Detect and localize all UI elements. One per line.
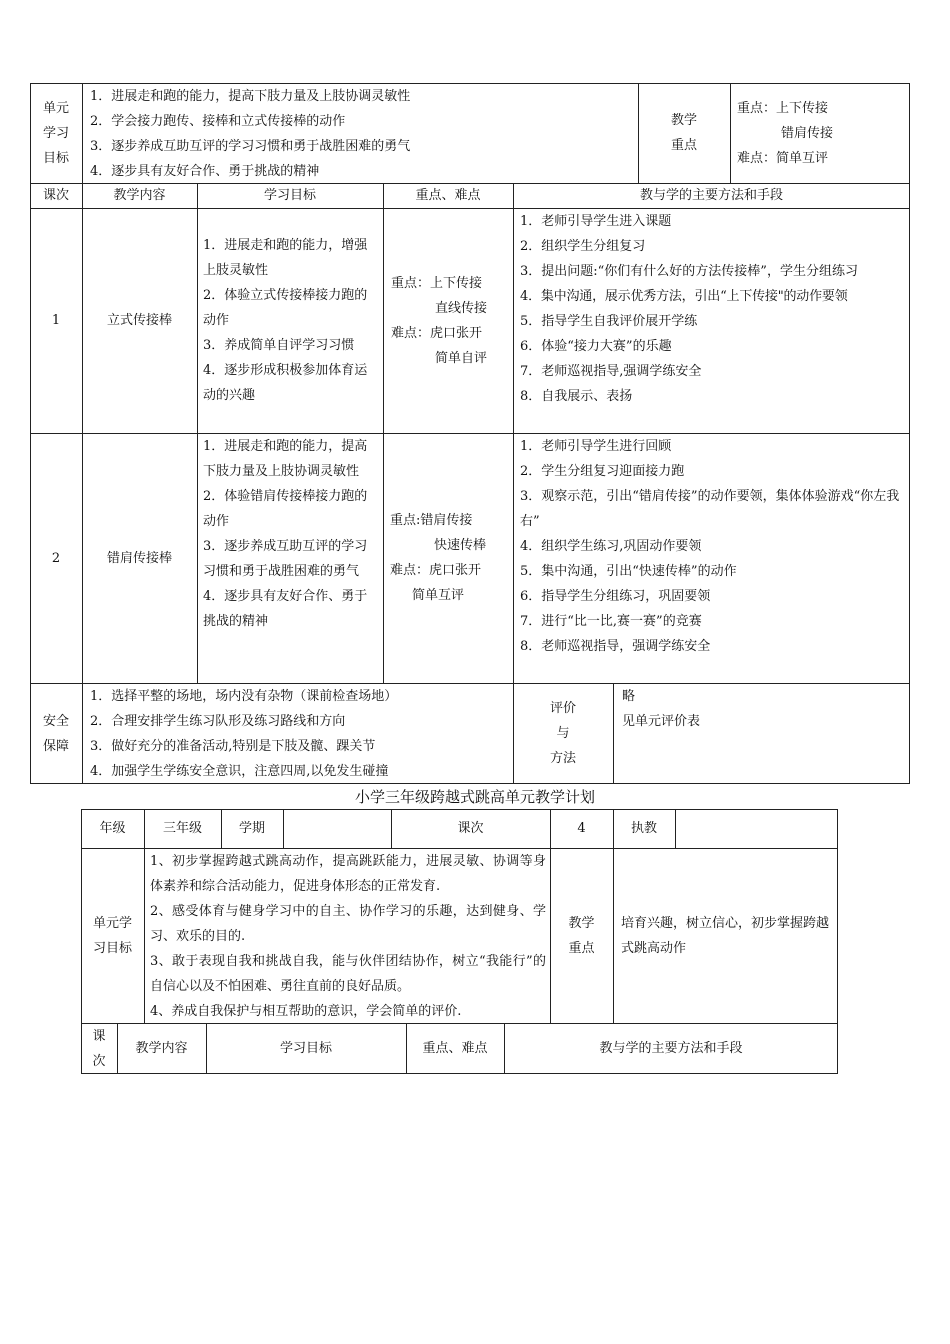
lesson-1-keypoints — [391, 208, 511, 433]
header-key-points-2: 重点、难点 — [422, 1041, 488, 1056]
lesson-2-methods — [520, 434, 905, 659]
header-lesson-number-2: 课 次 — [92, 1028, 106, 1069]
method-item: 5．指导学生自我评价展开学练 — [520, 314, 698, 329]
teacher-value — [675, 809, 838, 848]
focus-line: 重点：上下传接 — [737, 101, 829, 116]
teaching-focus-label: 教学 重点 — [670, 113, 697, 153]
lesson-1-goals — [203, 208, 379, 433]
goal-item: 3．养成简单自评学习习惯 — [203, 338, 355, 353]
header-methods: 教与学的主要方法和手段 — [639, 188, 783, 203]
unit-goal-label-2: 单元学 习目标 — [92, 915, 132, 956]
method-item: 4．集中沟通，展示优秀方法，引出“上下传接"的动作要领 — [520, 289, 848, 304]
unit-goals-list-2 — [150, 849, 546, 1024]
evaluation-line: 见单元评价表 — [622, 714, 701, 729]
safety-item: 1．选择平整的场地，场内没有杂物（课前检查场地） — [90, 689, 398, 704]
unit-goal-item: 2、感受体育与健身学习中的自主、协作学习的乐趣，达到健身、学习、欢乐的目的. — [150, 904, 546, 944]
header-key-points: 重点、难点 — [415, 188, 481, 203]
keypoint-line: 难点：虎口张开 — [390, 563, 482, 578]
method-item: 7．进行“比一比,赛一赛”的竞赛 — [520, 614, 702, 629]
unit-goal-item: 3．逐步养成互助互评的学习习惯和勇于战胜困难的勇气 — [90, 139, 411, 154]
method-item: 7．老师巡视指导,强调学练安全 — [520, 364, 702, 379]
method-item: 5．集中沟通，引出“快速传棒”的动作 — [520, 564, 737, 579]
lesson-1-methods — [520, 209, 905, 409]
evaluation-label: 评价 与 方法 — [549, 701, 576, 766]
unit-goal-item: 3、敢于表现自我和挑战自我，能与伙伴团结协作，树立“我能行”的自信心以及不怕困难、勇往直前的良好品质。 — [150, 954, 546, 994]
teaching-focus-text — [737, 96, 907, 171]
method-item: 8．自我展示、表扬 — [520, 389, 633, 404]
method-item: 2．组织学生分组复习 — [520, 239, 646, 254]
unit-goal-label: 单元 学习 目标 — [42, 100, 69, 166]
unit-goal-item: 1、初步掌握跨越式跳高动作，提高跳跃能力，进展灵敏、协调等身体素养和综合活动能力，促进身体形态的正常发育. — [150, 854, 546, 894]
safety-label: 安全 保障 — [42, 713, 69, 754]
safety-item: 3．做好充分的准备活动,特别是下肢及髋、踝关节 — [90, 739, 376, 754]
grade-label: 年级 — [99, 821, 126, 836]
teaching-focus-text-2 — [621, 848, 833, 1023]
lesson-1-number: 1 — [51, 313, 61, 328]
method-item: 8．老师巡视指导，强调学练安全 — [520, 639, 711, 654]
keypoint-line: 重点:错肩传接 — [390, 513, 473, 528]
grade-value: 三年级 — [162, 821, 202, 836]
term-value — [283, 809, 391, 848]
lesson-2-goals — [203, 434, 379, 634]
unit-goal-item: 4、养成自我保护与相互帮助的意识，学会简单的评价. — [150, 1004, 462, 1019]
method-item: 2．学生分组复习迎面接力跑 — [520, 464, 685, 479]
evaluation-text — [622, 684, 902, 734]
plan-title: 小学三年级跨越式跳高单元教学计划 — [354, 788, 595, 806]
keypoint-line: 直线传接 — [435, 300, 488, 316]
header-learning-goals-2: 学习目标 — [279, 1041, 332, 1056]
evaluation-line: 略 — [622, 689, 636, 704]
lesson-2-number: 2 — [51, 550, 61, 566]
keypoint-line: 简单互评 — [412, 588, 465, 603]
lesson-2-content: 错肩传接棒 — [106, 550, 172, 566]
keypoint-line: 重点：上下传接 — [391, 275, 483, 291]
goal-item: 3．逐步养成互助互评的学习习惯和勇于战胜困难的勇气 — [203, 539, 368, 579]
unit-goal-item: 4．逐步具有友好合作、勇于挑战的精神 — [90, 164, 320, 179]
unit-goals-list — [90, 84, 635, 184]
header-teaching-content: 教学内容 — [113, 188, 166, 203]
header-methods-2: 教与学的主要方法和手段 — [599, 1041, 743, 1056]
method-item: 3．提出问题:“你们有什么好的方法传接棒”，学生分组练习 — [520, 264, 858, 279]
unit-goal-item: 2．学会接力跑传、接棒和立式传接棒的动作 — [90, 114, 346, 129]
safety-item: 2．合理安排学生练习队形及练习路线和方向 — [90, 714, 346, 729]
method-item: 3．观察示范，引出“错肩传接”的动作要领，集体体验游戏“你左我右” — [520, 489, 900, 529]
focus-line: 难点：简单互评 — [737, 151, 829, 166]
header-teaching-content-2: 教学内容 — [135, 1041, 188, 1056]
goal-item: 2．体验立式传接棒接力跑的动作 — [203, 288, 368, 328]
safety-list — [90, 684, 510, 784]
method-item: 1．老师引导学生进行回顾 — [520, 439, 672, 454]
lesson-count-value: 4 — [577, 821, 586, 836]
method-item: 1．老师引导学生进入课题 — [520, 214, 672, 229]
unit-goal-item: 1．进展走和跑的能力，提高下肢力量及上肢协调灵敏性 — [90, 89, 411, 104]
keypoint-line: 简单自评 — [435, 350, 488, 366]
keypoint-line: 快速传棒 — [434, 538, 487, 553]
focus-text: 培育兴趣，树立信心，初步掌握跨越式跳高动作 — [621, 915, 830, 956]
teaching-focus-label-2: 教学 重点 — [568, 915, 595, 956]
lesson-count-label: 课次 — [457, 821, 484, 836]
goal-item: 1．进展走和跑的能力，提高下肢力量及上肢协调灵敏性 — [203, 439, 368, 479]
safety-item: 4．加强学生学练安全意识，注意四周,以免发生碰撞 — [90, 764, 389, 779]
method-item: 4．组织学生练习,巩固动作要领 — [520, 539, 702, 554]
method-item: 6．指导学生分组练习，巩固要领 — [520, 589, 711, 604]
teacher-label: 执教 — [630, 821, 657, 836]
term-label: 学期 — [238, 821, 265, 836]
goal-item: 4．逐步形成积极参加体育运动的兴趣 — [203, 363, 368, 403]
lesson-1-content: 立式传接棒 — [106, 313, 172, 328]
focus-line: 错肩传接 — [781, 126, 834, 141]
goal-item: 4．逐步具有友好合作、勇于挑战的精神 — [203, 589, 368, 629]
goal-item: 2．体验错肩传接棒接力跑的动作 — [203, 489, 368, 529]
lesson-2-keypoints — [390, 433, 510, 683]
keypoint-line: 难点：虎口张开 — [391, 325, 483, 341]
goal-item: 1．进展走和跑的能力，增强上肢灵敏性 — [203, 238, 368, 278]
method-item: 6．体验“接力大赛”的乐趣 — [520, 339, 672, 354]
header-lesson-number: 课次 — [42, 188, 69, 203]
header-learning-goals: 学习目标 — [263, 188, 316, 203]
